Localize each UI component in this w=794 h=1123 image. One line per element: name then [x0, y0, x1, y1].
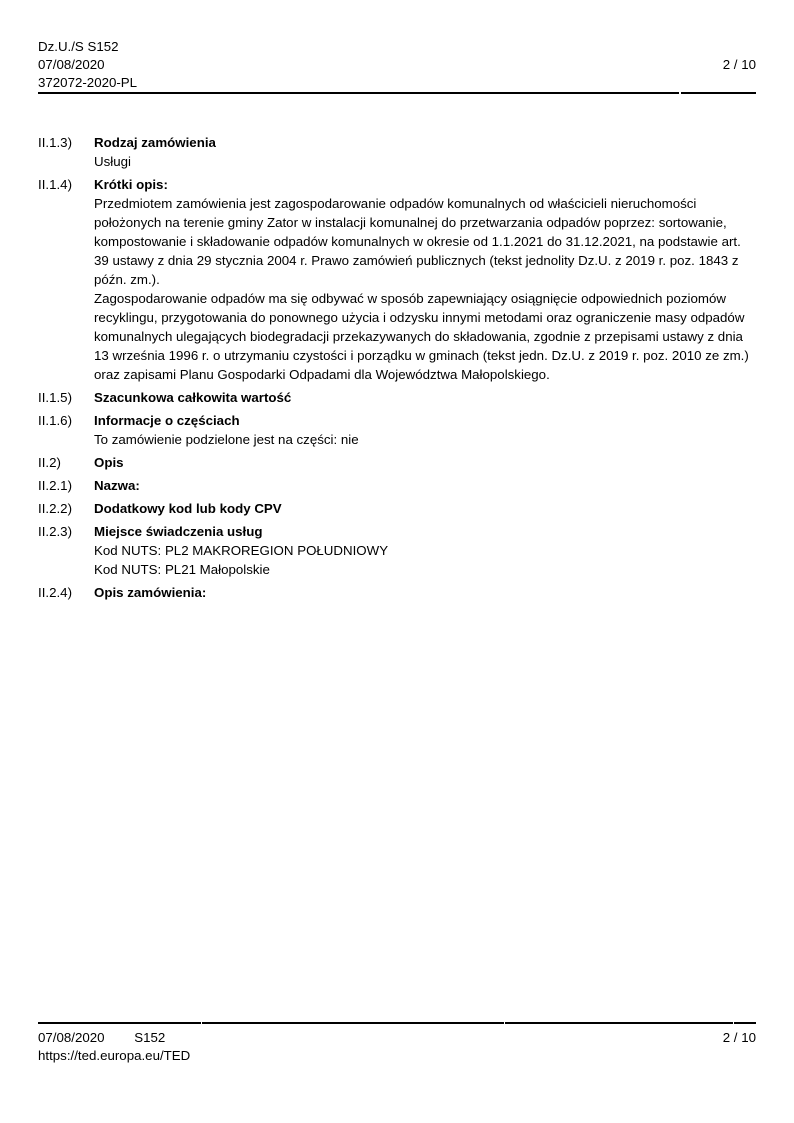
- section-number: II.1.6): [38, 413, 72, 428]
- footer-rule-segment: [734, 1022, 756, 1024]
- section-number: II.1.3): [38, 135, 72, 150]
- footer-rule-segment: [505, 1022, 733, 1024]
- section-number: II.2.2): [38, 501, 72, 516]
- section-row: [38, 133, 756, 171]
- header-page-indicator: 2 / 10: [722, 57, 756, 72]
- section-number: II.2.4): [38, 585, 72, 600]
- section-row: [38, 499, 756, 518]
- section-heading: Rodzaj zamówienia: [94, 135, 216, 150]
- footer-url: https://ted.europa.eu/TED: [38, 1048, 191, 1063]
- section-text: Zagospodarowanie odpadów ma się odbywać w sposób zapewniający osiągnięcie odpowiednich poziomów recyklingu, przygotowania do ponownego użycia i odzysku innymi metodami oraz ograniczenie masy odpadów komunalnych ulegających biodegradacji przekazywanych do składowania, zgodnie z przepisami ustawy z dnia 13 września 1996 r. o utrzymaniu czystości i porządku w gminach (tekst jedn. Dz.U. z 2019 r. poz. 2010 ze zm.) oraz zapisami Planu Gospodarki Odpadami dla Województwa Małopolskiego.: [94, 291, 749, 382]
- section-content: [94, 476, 756, 495]
- footer-rule: [38, 1022, 756, 1024]
- section-text: Przedmiotem zamówienia jest zagospodarowanie odpadów komunalnych od właścicieli nieruchomości położonych na terenie gminy Zator w instalacji komunalnej do przetwarzania odpadów poprzez: sortowanie, kompostowanie i składowanie odpadów komunalnych w okresie od 1.1.2021 do 31.12.2021, na podstawie art. 39 ustawy z dnia 29 stycznia 2004 r. Prawo zamówień publicznych (tekst jednolity Dz.U. z 2019 r. poz. 1843 z późn. zm.).: [94, 196, 741, 287]
- section-text: Usługi: [94, 154, 131, 169]
- section-row: [38, 453, 756, 472]
- footer-left-group: [38, 1029, 165, 1047]
- section-number: II.1.4): [38, 177, 72, 192]
- footer-rule-segment: [202, 1022, 504, 1024]
- page-footer: [38, 1022, 756, 1065]
- section-content: [94, 133, 756, 171]
- sections-list: [38, 133, 756, 602]
- section-row: [38, 583, 756, 602]
- section-heading: Opis zamówienia:: [94, 585, 207, 600]
- section-heading: Nazwa:: [94, 478, 140, 493]
- section-number: II.2.3): [38, 524, 72, 539]
- header-rule-segment: [38, 92, 679, 94]
- section-row: [38, 411, 756, 449]
- section-heading: Dodatkowy kod lub kody CPV: [94, 501, 282, 516]
- section-content: [94, 411, 756, 449]
- section-text: Kod NUTS: PL21 Małopolskie: [94, 562, 270, 577]
- header-date-row: [38, 56, 756, 74]
- section-row: [38, 522, 756, 579]
- footer-date: 07/08/2020: [38, 1030, 105, 1045]
- section-row: [38, 476, 756, 495]
- header-date: 07/08/2020: [38, 57, 105, 72]
- section-row: [38, 388, 756, 407]
- footer-date-row: [38, 1029, 756, 1047]
- section-number: II.1.5): [38, 390, 72, 405]
- section-heading: Miejsce świadczenia usług: [94, 524, 263, 539]
- page-header: [38, 38, 756, 94]
- section-heading: Informacje o częściach: [94, 413, 240, 428]
- section-text: To zamówienie podzielone jest na części: nie: [94, 432, 359, 447]
- section-number: II.2): [38, 455, 61, 470]
- footer-rule-segment: [38, 1022, 201, 1024]
- section-number: II.2.1): [38, 478, 72, 493]
- section-content: [94, 522, 756, 579]
- section-content: [94, 388, 756, 407]
- header-doc-number: 372072-2020-PL: [38, 75, 138, 90]
- section-content: [94, 583, 756, 602]
- footer-series: S152: [134, 1030, 166, 1045]
- section-content: [94, 499, 756, 518]
- footer-page-indicator: 2 / 10: [722, 1030, 756, 1045]
- section-text: Kod NUTS: PL2 MAKROREGION POŁUDNIOWY: [94, 543, 389, 558]
- section-content: [94, 175, 756, 384]
- section-row: [38, 175, 756, 384]
- header-rule: [38, 92, 756, 94]
- header-rule-segment: [681, 92, 756, 94]
- section-heading: Szacunkowa całkowita wartość: [94, 390, 292, 405]
- header-journal: Dz.U./S S152: [38, 39, 119, 54]
- section-content: [94, 453, 756, 472]
- section-heading: Krótki opis:: [94, 177, 168, 192]
- section-heading: Opis: [94, 455, 124, 470]
